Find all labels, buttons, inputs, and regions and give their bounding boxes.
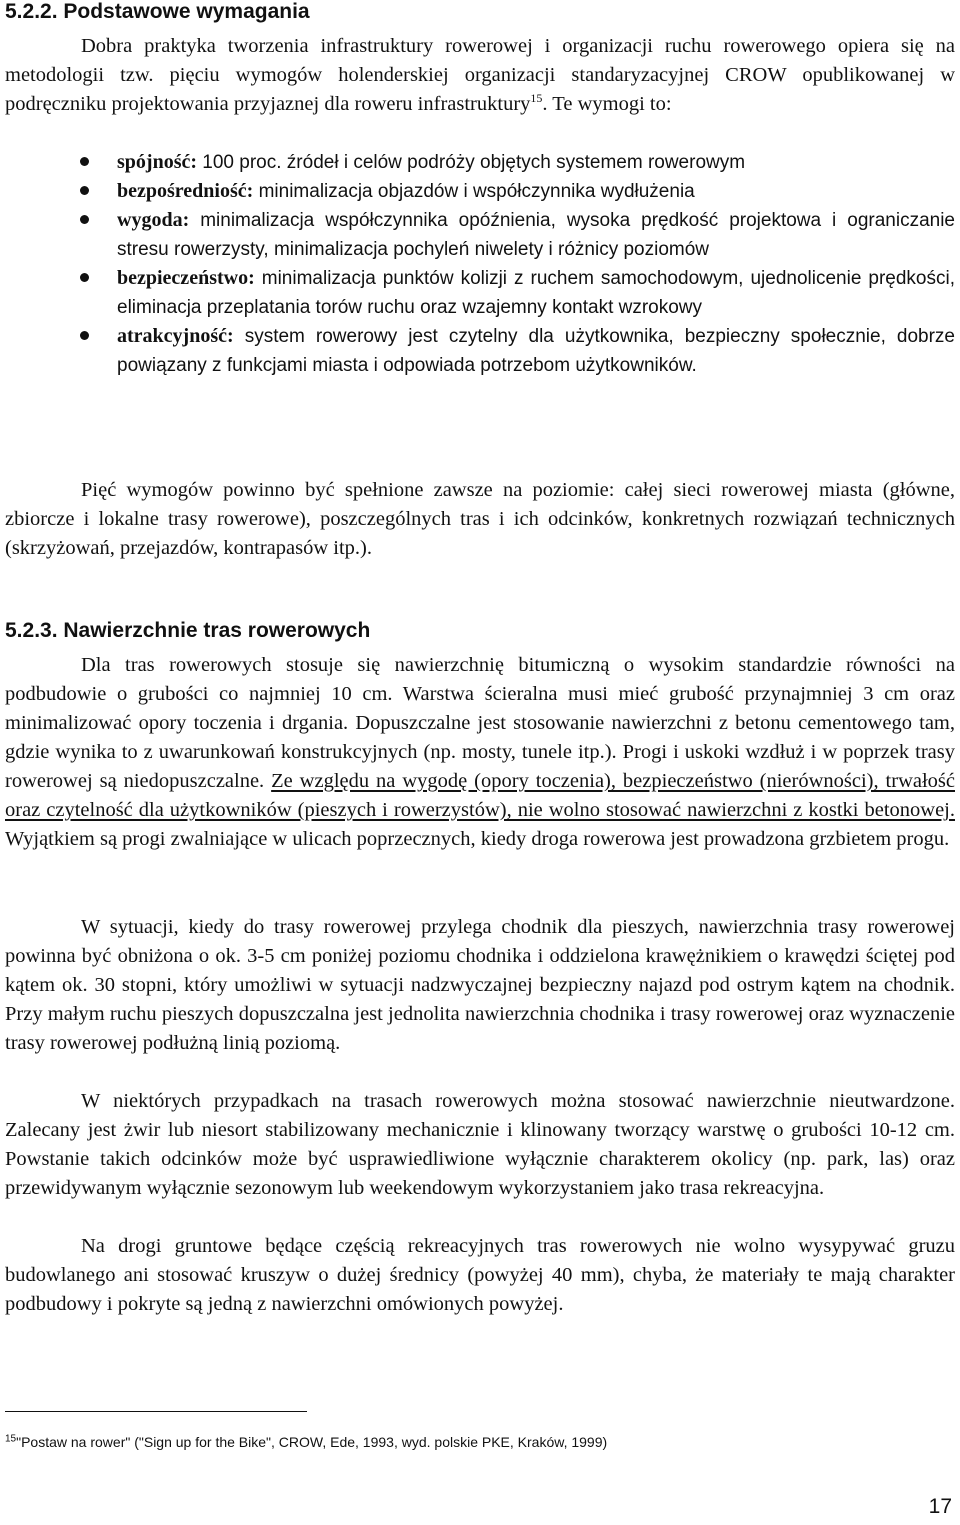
paragraph-unpaved: W niektórych przypadkach na trasach rowerowych można stosować nawierzchnie nieutwardzone. Zalecany jest żwir lub niesort stabilizowany mechanicznie i klinowany tworzący warstwę o grubości 10-12 cm. Powstanie takich odcinków może być usprawiedliwione wyłącznie charakterem okolicy (np. park, las) oraz przewidywanym wyłącznie sezonowym lub weekendowym wykorzystaniem jako trasa rekreacyjna. (5, 1090, 955, 1199)
bullet-icon (80, 331, 89, 340)
section-heading-podstawowe-wymagania: 5.2.2. Podstawowe wymagania (5, 0, 310, 23)
requirement-description: 100 proc. źródeł i celów podróży objętych systemem rowerowym (202, 152, 746, 173)
intro-end: . Te wymogi to: (542, 93, 672, 115)
surfaces-underlined-text: Ze względu na wygodę (opory toczenia), bezpieczeństwo (nierówności), trwałość oraz czytelność dla użytkowników (pieszych i rowerzystów), nie wolno stosować nawierzchni z kostki betonowej. (5, 770, 955, 821)
closing-paragraph: Pięć wymogów powinno być spełnione zawsze na poziomie: całej sieci rowerowej miasta (główne, zbiorcze i lokalne trasy rowerowe), poszczególnych tras i ich odcinków, konkretnych rozwiązań technicznych (skrzyżowań, przejazdów, kontrapasów itp.). (5, 479, 955, 559)
surfaces-text-end: Wyjątkiem są progi zwalniające w ulicach poprzecznych, kiedy droga rowerowa jest prowadzona grzbietem progu. (5, 828, 950, 850)
bullet-icon (80, 215, 89, 224)
bullet-icon (80, 273, 89, 282)
footnote-divider (5, 1411, 307, 1412)
surfaces-text: Dla tras rowerowych stosuje się nawierzchnię bitumiczną o wysokim standardzie równości na podbudowie o grubości co najmniej 10 cm. Warstwa ścieralna musi mieć grubość przynajmniej 3 cm oraz minimalizować opory toczenia i drgania. Dopuszczalne jest stosowanie nawierzchni z betonu cementowego tam, gdzie wynika to z uwarunkowań konstrukcyjnych (np. mosty, tunele itp.). Progi i uskoki wzdłuż i w poprzek trasy rowerowej są niedopuszczalne. (5, 654, 955, 792)
requirement-description: minimalizacja objazdów i współczynnika wydłużenia (258, 181, 695, 202)
footnote-reference[interactable]: 15 (530, 91, 543, 106)
bullet-icon (80, 186, 89, 195)
requirement-item-spojnosc (0, 148, 955, 177)
paragraph-surfaces (5, 651, 955, 854)
requirement-description: minimalizacja punktów kolizji z ruchem samochodowym, ujednolicenie prędkości, eliminacja przeplatania torów ruchu oraz wzajemny kontakt wzrokowy (117, 268, 956, 318)
requirements-list (0, 148, 960, 380)
requirement-term: spójność: (117, 151, 198, 173)
requirement-item-atrakcyjnosc (0, 322, 955, 380)
section-heading-nawierzchnie: 5.2.3. Nawierzchnie tras rowerowych (5, 619, 371, 642)
requirement-term: wygoda: (117, 209, 190, 231)
footnote (5, 1433, 607, 1451)
page-number: 17 (928, 1495, 952, 1518)
footnote-number: 15 (5, 1433, 17, 1445)
requirement-term: bezpośredniość: (117, 180, 254, 202)
paragraph-dirt-roads: Na drogi gruntowe będące częścią rekreacyjnych tras rowerowych nie wolno wysypywać gruzu budowlanego ani stosować kruszyw o dużej średnicy (powyżej 40 mm), chyba, że materiały te mają charakter podbudowy i pokryte są jedną z nawierzchni omówionych powyżej. (5, 1235, 955, 1315)
requirement-description: system rowerowy jest czytelny dla użytkownika, bezpieczny społecznie, dobrze powiązany z funkcjami miasta i odpowiada potrzebom użytkowników. (117, 326, 956, 376)
requirement-item-bezpieczenstwo (0, 264, 955, 322)
requirement-term: atrakcyjność: (117, 325, 234, 347)
intro-paragraph (5, 32, 955, 119)
requirement-item-wygoda (0, 206, 955, 264)
intro-text: Dobra praktyka tworzenia infrastruktury rowerowej i organizacji ruchu rowerowego opiera się na metodologii tzw. pięciu wymogów holenderskiej organizacji standaryzacyjnej CROW opublikowanej w podręczniku projektowania przyjaznej dla roweru infrastruktury (5, 35, 955, 115)
bullet-icon (80, 157, 89, 166)
paragraph-sidewalk: W sytuacji, kiedy do trasy rowerowej przylega chodnik dla pieszych, nawierzchnia trasy rowerowej powinna być obniżona o ok. 3-5 cm poniżej poziomu chodnika i oddzielona krawężnikiem o krawędzi ściętej pod kątem ok. 30 stopni, który umożliwi w sytuacji nadzwyczajnej bezpieczny najazd pod ostrym kątem na chodnik. Przy małym ruchu pieszych dopuszczalna jest jednolita nawierzchnia chodnika i trasy rowerowej oraz wyznaczenie trasy rowerowej podłużną linią poziomą. (5, 916, 955, 1054)
requirement-term: bezpieczeństwo: (117, 267, 255, 289)
footnote-text: "Postaw na rower" ("Sign up for the Bike", CROW, Ede, 1993, wyd. polskie PKE, Kraków, 1999) (16, 1434, 608, 1450)
requirement-item-bezposredniosc (0, 177, 955, 206)
requirement-description: minimalizacja współczynnika opóźnienia, wysoka prędkość projektowa i ograniczanie stresu rowerzysty, minimalizacja pochyleń niwelety i różnicy poziomów (117, 210, 955, 260)
